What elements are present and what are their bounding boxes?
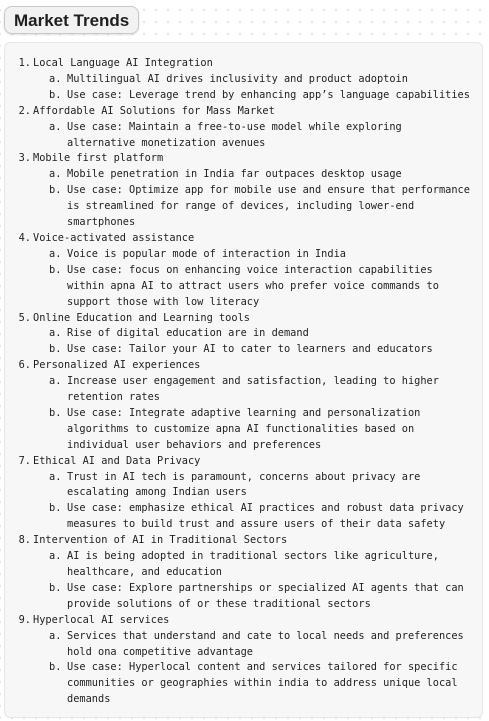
trend-point xyxy=(33,263,474,311)
trend-point xyxy=(33,501,474,533)
trend-point xyxy=(33,120,474,152)
point-letter: b. xyxy=(49,661,62,674)
point-letter: b. xyxy=(49,581,62,594)
point-letter: a. xyxy=(49,247,62,260)
trend-point xyxy=(33,470,474,502)
item-number: 6. xyxy=(18,359,31,372)
point-text: Multilingual AI drives inclusivity and product adoptoin xyxy=(67,72,408,85)
point-letter: a. xyxy=(49,470,62,483)
point-letter: a. xyxy=(49,327,62,340)
trend-item xyxy=(15,311,474,359)
item-number: 1. xyxy=(18,57,31,69)
trend-point xyxy=(33,183,474,231)
trend-points xyxy=(33,167,474,231)
trend-heading: Intervention of AI in Traditional Sectors xyxy=(33,534,288,547)
trend-heading: Personalized AI experiences xyxy=(33,359,201,372)
trend-point xyxy=(33,629,474,661)
trend-heading: Local Language AI Integration xyxy=(33,57,213,69)
point-letter: a. xyxy=(49,168,62,181)
point-text: Use case: Tailor your AI to cater to learners and educators xyxy=(67,343,433,356)
trend-item xyxy=(15,358,474,453)
trend-point xyxy=(33,167,474,183)
trend-points xyxy=(33,247,474,311)
trend-point xyxy=(33,660,474,708)
point-letter: b. xyxy=(49,263,62,276)
trend-item xyxy=(15,56,474,104)
point-text: Mobile penetration in India far outpaces desktop usage xyxy=(67,168,402,181)
trend-heading: Online Education and Learning tools xyxy=(33,311,250,324)
point-letter: a. xyxy=(49,375,62,388)
trend-point xyxy=(33,247,474,263)
item-number: 7. xyxy=(18,454,31,467)
point-letter: a. xyxy=(49,629,62,642)
trend-point xyxy=(33,374,474,406)
trend-item xyxy=(15,151,474,231)
notes-card xyxy=(4,42,483,718)
point-text: Rise of digital education are in demand xyxy=(67,327,309,340)
item-number: 3. xyxy=(18,152,31,165)
point-text: Use case: Explore partnerships or specialized AI agents that can provide solutions of or these traditional sectors xyxy=(67,581,464,610)
point-text: Use case: focus on enhancing voice interaction capabilities within apna AI to attract users who prefer voice commands to support those with low literacy xyxy=(67,263,439,308)
trend-points xyxy=(33,72,474,104)
point-letter: b. xyxy=(49,502,62,515)
item-number: 8. xyxy=(18,534,31,547)
trend-item xyxy=(15,533,474,613)
point-text: Trust in AI tech is paramount, concerns about privacy are escalating among Indian users xyxy=(67,470,421,499)
point-letter: a. xyxy=(49,72,62,85)
trend-item xyxy=(15,231,474,311)
trend-heading: Voice-activated assistance xyxy=(33,231,195,244)
trend-point xyxy=(33,581,474,613)
trend-points xyxy=(33,629,474,709)
item-number: 2. xyxy=(18,104,31,117)
trend-point xyxy=(33,549,474,581)
trend-item xyxy=(15,454,474,534)
trend-point xyxy=(33,72,474,88)
point-text: Use case: Leverage trend by enhancing app’s language capabilities xyxy=(67,88,470,101)
trends-list xyxy=(15,56,474,708)
trend-heading: Hyperlocal AI services xyxy=(33,613,170,626)
point-text: Use case: emphasize ethical AI practices and robust data privacy measures to build trust and assure users of their data safety xyxy=(67,502,464,531)
page-title[interactable]: Market Trends xyxy=(4,6,139,34)
point-text: Use case: Integrate adaptive learning and personalization algorithms to customize apna AI functionalities based on individual user behaviors and preferences xyxy=(67,406,421,451)
trend-points xyxy=(33,374,474,454)
point-text: Voice is popular mode of interaction in India xyxy=(67,247,346,260)
trend-points xyxy=(33,549,474,613)
trend-point xyxy=(33,342,474,358)
trend-points xyxy=(33,120,474,152)
trend-heading: Affordable AI Solutions for Mass Market xyxy=(33,104,275,117)
item-number: 4. xyxy=(18,231,31,244)
item-number: 9. xyxy=(18,613,31,626)
point-letter: b. xyxy=(49,184,62,197)
point-text: Use case: Optimize app for mobile use and ensure that performance is streamlined for range of devices, including lower-end smartphones xyxy=(67,184,470,229)
trend-points xyxy=(33,326,474,358)
point-letter: a. xyxy=(49,120,62,133)
point-letter: b. xyxy=(49,343,62,356)
trend-point xyxy=(33,88,474,104)
point-text: AI is being adopted in traditional sectors like agriculture, healthcare, and education xyxy=(67,550,439,578)
point-letter: b. xyxy=(49,406,62,419)
trend-points xyxy=(33,470,474,534)
trend-heading: Ethical AI and Data Privacy xyxy=(33,454,201,467)
trend-point xyxy=(33,406,474,454)
point-letter: b. xyxy=(49,88,62,101)
trend-item xyxy=(15,613,474,708)
point-text: Use case: Maintain a free-to-use model while exploring alternative monetization avenues xyxy=(67,120,402,149)
point-text: Increase user engagement and satisfaction, leading to higher retention rates xyxy=(67,375,439,404)
trend-heading: Mobile first platform xyxy=(33,152,164,165)
item-number: 5. xyxy=(18,311,31,324)
point-letter: a. xyxy=(49,550,62,563)
point-text: Services that understand and cate to local needs and preferences hold ona competitive advantage xyxy=(67,629,464,658)
trend-item xyxy=(15,104,474,152)
trend-point xyxy=(33,326,474,342)
point-text: Use case: Hyperlocal content and services tailored for specific communities or geographies within india to address unique local demands xyxy=(67,661,458,706)
